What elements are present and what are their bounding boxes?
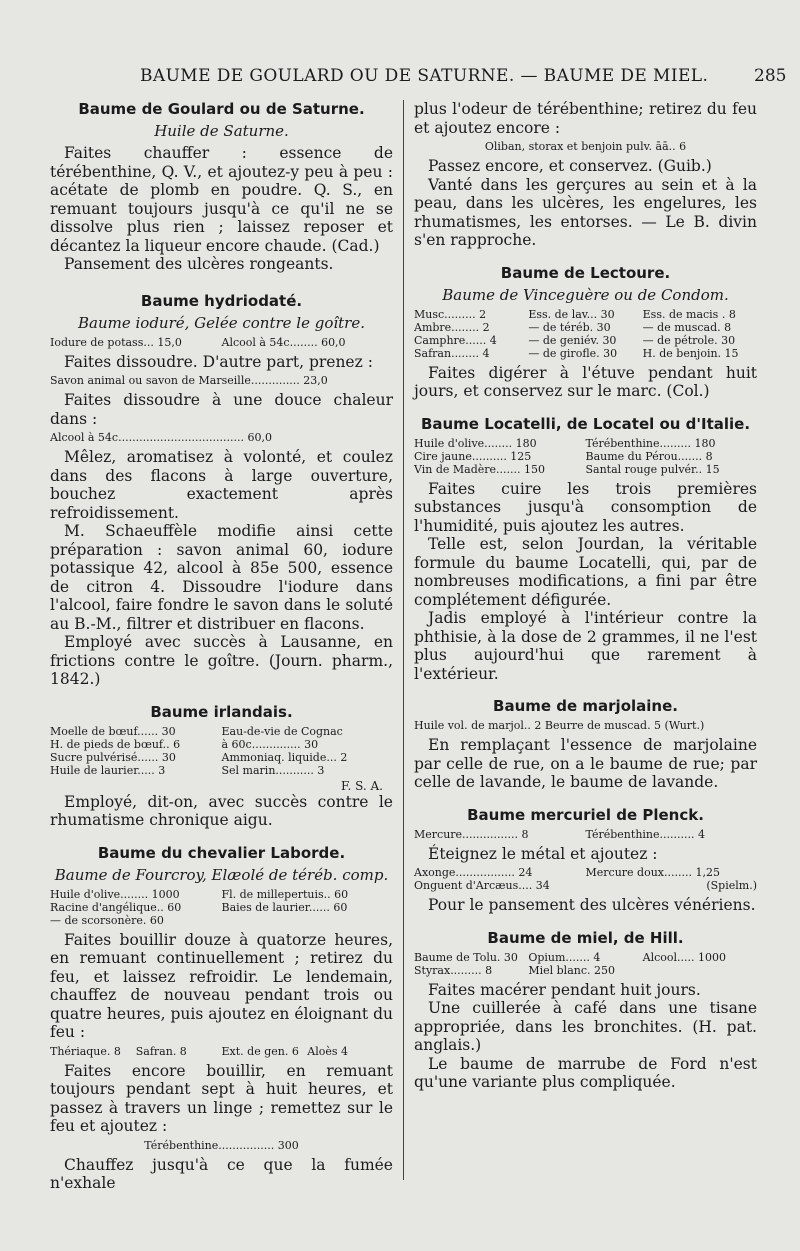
paragraph: Faites bouillir douze à quatorze heures, en remuant continuellement ; retirez du feu, et laissez refroidir. Le lendemain, chauffez de nouveau pendant trois ou quatre heures, puis ajoutez en éloignant du feu :: [50, 930, 393, 1041]
section-title: Baume de Goulard ou de Saturne.: [78, 100, 365, 118]
paragraph: Faites cuire les trois premières substances jusqu'à consomption de l'humidité, puis ajoutez les autres.: [414, 479, 757, 535]
section-title: Baume hydriodaté.: [140, 291, 303, 310]
recipe-item: Alcool..... 1000: [642, 950, 727, 964]
section-subtitle: Huile de Saturne.: [154, 122, 289, 140]
paragraph: Faites dissoudre à une douce chaleur dans :: [50, 391, 393, 428]
right-column: [414, 100, 757, 1092]
paragraph: En remplaçant l'essence de marjolaine par celle de rue, on a le baume de rue; par celle de lavande, le baume de lavande.: [414, 736, 757, 791]
paragraph: Passez encore, et conservez. (Guib.): [428, 157, 712, 175]
recipe-table: [414, 437, 757, 476]
recipe-item: Vin de Madère....... 150: [414, 462, 546, 476]
recipe-item: Ambre........ 2: [414, 320, 490, 334]
recipe-item: Camphre...... 4: [414, 333, 497, 347]
section-title: Baume du chevalier Laborde.: [97, 843, 346, 862]
recipe-item: — de scorsonère. 60: [50, 913, 164, 927]
recipe-item: Musc......... 2: [414, 307, 487, 321]
recipe-item: Sucre pulvérisé...... 30: [50, 750, 176, 764]
recipe-item: Safran. 8: [135, 1044, 187, 1058]
section-title: Baume de miel, de Hill.: [487, 928, 684, 947]
recipe-item: Thériaque. 8: [50, 1044, 121, 1058]
recipe-item: Baies de laurier...... 60: [221, 900, 348, 914]
recipe-item: [222, 914, 394, 927]
recipe-item: Térébenthine......... 180: [585, 436, 716, 450]
paragraph: Vanté dans les gerçures au sein et à la peau, dans les ulcères, les engelures, les rhumatismes, les entorses. — Le B. divin s'en rapproche.: [414, 175, 757, 249]
page-header: [0, 66, 800, 88]
section-subtitle: Baume ioduré, Gelée contre le goître.: [78, 313, 365, 332]
page-number: 285: [754, 66, 787, 86]
recipe-item: Huile de laurier..... 3: [50, 763, 166, 777]
recipe-item: Fl. de millepertuis.. 60: [221, 887, 349, 901]
section-title: Baume de Lectoure.: [500, 263, 671, 282]
recipe-item: — de geniév. 30: [528, 333, 617, 347]
column-divider: [403, 100, 404, 1180]
recipe-item: H. de pieds de bœuf.. 6: [50, 737, 181, 751]
recipe-item: à 60c.............. 30: [221, 737, 319, 751]
recipe-item: Ess. de macis . 8: [642, 307, 736, 321]
recipe-item: — de muscad. 8: [642, 320, 732, 334]
recipe-item: Ammoniaq. liquide... 2: [221, 750, 348, 764]
paragraph: Une cuillerée à café dans une tisane appropriée, dans les bronchites. (H. pat. anglais.): [414, 999, 757, 1054]
recipe-item: Alcool à 54c........ 60,0: [221, 335, 346, 349]
recipe-item: Safran........ 4: [414, 346, 490, 360]
recipe-row: [50, 336, 393, 349]
paragraph: Le baume de marrube de Ford n'est qu'une variante plus compliquée.: [414, 1054, 757, 1091]
recipe-item: Moelle de bœuf...... 30: [50, 724, 176, 738]
left-column: [50, 100, 393, 1193]
recipe-item: — de girofle. 30: [528, 346, 618, 360]
paragraph: Pour le pansement des ulcères vénériens.: [428, 896, 756, 914]
recipe-item: — de pétrole. 30: [642, 333, 736, 347]
paragraph: Telle est, selon Jourdan, la véritable formule du baume Locatelli, qui, par de nombreuses modifications, a fini par être complétement défigurée.: [414, 535, 757, 609]
recipe-item: Onguent d'Arcæus.... 34: [414, 879, 550, 892]
recipe-item: Miel blanc. 250: [528, 963, 615, 977]
recipe-table: [414, 951, 757, 977]
recipe-row: Alcool à 54c.................................... 60,0: [50, 431, 272, 444]
recipe-table: [414, 866, 757, 892]
paragraph: Mêlez, aromatisez à volonté, et coulez dans des flacons à large ouverture, bouchez exactement après refroidissement.: [50, 448, 393, 522]
paragraph: Employé avec succès à Lausanne, en frictions contre le goître. (Journ. pharm., 1842.): [50, 633, 393, 688]
paragraph: plus l'odeur de térébenthine; retirez du feu et ajoutez encore :: [414, 100, 757, 137]
paragraph: Pansement des ulcères rongeants.: [64, 255, 334, 273]
recipe-row: Térébenthine................ 300: [144, 1138, 299, 1152]
recipe-item: Axonge................. 24: [414, 866, 533, 879]
paragraph: Chauffez jusqu'à ce que la fumée n'exhale: [50, 1155, 393, 1192]
recipe-item: Huile d'olive........ 1000: [50, 887, 180, 901]
paragraph: Jadis employé à l'intérieur contre la phthisie, à la dose de 2 grammes, il ne l'est plus aujourd'hui que rarement à l'extérieur.: [414, 609, 757, 683]
recipe-item: H. de benjoin. 15: [642, 346, 739, 360]
recipe-item: Cire jaune.......... 125: [414, 449, 532, 463]
recipe-table: [414, 308, 757, 360]
recipe-item: Racine d'angélique.. 60: [50, 900, 182, 914]
paragraph: Faites dissoudre. D'autre part, prenez :: [64, 352, 373, 371]
recipe-item: Baume du Pérou....... 8: [585, 449, 713, 463]
paragraph: Faites chauffer : essence de térébenthine, Q. V., et ajoutez-y peu à peu : acétate de plomb en poudre. Q. S., en remuant toujours jusqu'à ce qu'il ne se dissolve plus rien ; laissez reposer et décantez la liqueur encore chaude. (Cad.): [50, 144, 393, 255]
recipe-item: Opium....... 4: [528, 950, 601, 964]
paragraph: Employé, dit-on, avec succès contre le rhumatisme chronique aigu.: [50, 792, 393, 829]
recipe-item: Iodure de potass... 15,0: [50, 335, 182, 349]
paragraph: Faites encore bouillir, en remuant toujours pendant sept à huit heures, et passez à travers un linge ; remettez sur le feu et ajoutez :: [50, 1061, 393, 1135]
section-title: Baume de marjolaine.: [493, 697, 678, 715]
section-subtitle: Baume de Vinceguère ou de Condom.: [442, 285, 729, 304]
paragraph: Éteignez le métal et ajoutez :: [428, 844, 658, 863]
recipe-item: Mercure................ 8: [414, 827, 529, 841]
section-title: Baume mercuriel de Plenck.: [467, 805, 704, 824]
recipe-item: (Spielm.): [706, 879, 757, 892]
recipe-item: Mercure doux........ 1,25: [585, 866, 720, 879]
recipe-table: [50, 888, 393, 927]
recipe-row: [414, 828, 757, 841]
section-subtitle: Baume de Fourcroy, Elæolé de téréb. comp.: [54, 865, 389, 884]
recipe-row: [50, 1045, 393, 1058]
section-title: Baume irlandais.: [150, 702, 293, 721]
recipe-item: Styrax......... 8: [414, 963, 493, 977]
section-title: Baume Locatelli, de Locatel ou d'Italie.: [420, 414, 751, 433]
paragraph: Faites macérer pendant huit jours.: [428, 980, 701, 999]
running-title: BAUME DE GOULARD OU DE SATURNE. — BAUME DE MIEL.: [140, 66, 709, 86]
paragraph: Faites digérer à l'étuve pendant huit jours, et conservez sur le marc. (Col.): [414, 363, 757, 400]
paragraph: M. Schaeuffèle modifie ainsi cette préparation : savon animal 60, iodure potassique 42, alcool à 85e 500, essence de citron 4. Dissoudre l'iodure dans l'alcool, faire fondre le savon dans le soluté au B.-M., filtrer et distribuer en flacons.: [50, 522, 393, 633]
recipe-item: Baume de Tolu. 30: [414, 950, 518, 964]
recipe-item: Térébenthine.......... 4: [585, 827, 705, 841]
recipe-row: Savon animal ou savon de Marseille.............. 23,0: [50, 374, 328, 387]
recipe-item: — de téréb. 30: [528, 320, 611, 334]
recipe-item: Ess. de lav... 30: [528, 307, 615, 321]
recipe-item: Eau-de-vie de Cognac: [221, 724, 343, 738]
recipe-item: [643, 964, 757, 977]
recipe-item: Huile d'olive........ 180: [414, 436, 537, 450]
recipe-item: Santal rouge pulvér.. 15: [585, 462, 720, 476]
recipe-item: Aloès 4: [307, 1044, 348, 1058]
fsa-note: F. S. A.: [341, 778, 383, 793]
recipe-item: Sel marin........... 3: [221, 763, 325, 777]
recipe-row: Huile vol. de marjol.. 2 Beurre de muscad. 5 (Wurt.): [414, 719, 705, 732]
recipe-table: [50, 725, 393, 777]
recipe-row: Oliban, storax et benjoin pulv. āā.. 6: [484, 140, 687, 153]
recipe-item: Ext. de gen. 6: [221, 1044, 299, 1058]
